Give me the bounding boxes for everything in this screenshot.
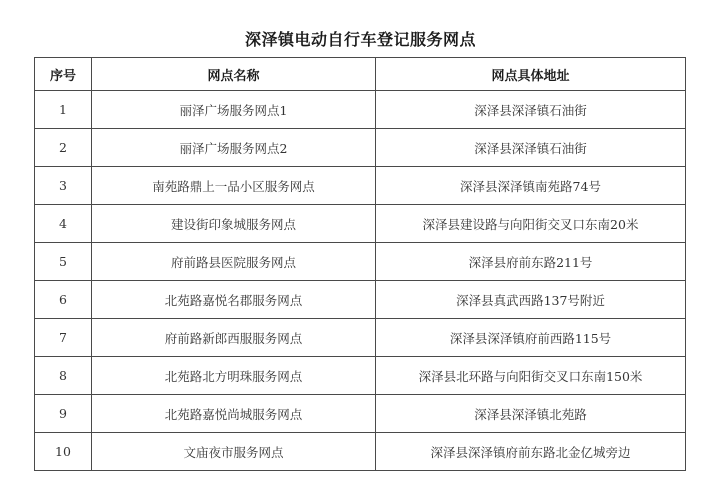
- cell-point-address: 深泽县深泽镇石油街: [376, 129, 686, 167]
- cell-point-name: 文庙夜市服务网点: [92, 433, 376, 471]
- table-row: [35, 167, 686, 205]
- cell-point-name: 府前路新郎西服服务网点: [92, 319, 376, 357]
- cell-point-address: 深泽县府前东路211号: [376, 243, 686, 281]
- cell-point-name: 建设街印象城服务网点: [92, 205, 376, 243]
- table-row: [35, 129, 686, 167]
- cell-point-name: 府前路县医院服务网点: [92, 243, 376, 281]
- table-row: [35, 357, 686, 395]
- cell-serial-number: 3: [35, 167, 92, 205]
- cell-serial-number: 8: [35, 357, 92, 395]
- page-title: 深泽镇电动自行车登记服务网点: [244, 30, 476, 49]
- cell-serial-number: 9: [35, 395, 92, 433]
- cell-point-name: 北苑路嘉悦名郡服务网点: [92, 281, 376, 319]
- cell-serial-number: 7: [35, 319, 92, 357]
- cell-point-address: 深泽县深泽镇府前东路北金亿城旁边: [376, 433, 686, 471]
- table-header-row: [35, 58, 686, 91]
- cell-serial-number: 5: [35, 243, 92, 281]
- cell-serial-number: 4: [35, 205, 92, 243]
- cell-serial-number: 1: [35, 91, 92, 129]
- table-row: [35, 281, 686, 319]
- cell-point-name: 北苑路北方明珠服务网点: [92, 357, 376, 395]
- table-row: [35, 395, 686, 433]
- cell-point-name: 丽泽广场服务网点2: [92, 129, 376, 167]
- cell-point-address: 深泽县深泽镇府前西路115号: [376, 319, 686, 357]
- cell-point-name: 北苑路嘉悦尚城服务网点: [92, 395, 376, 433]
- cell-point-name: 丽泽广场服务网点1: [92, 91, 376, 129]
- service-points-table: [34, 57, 686, 471]
- cell-serial-number: 6: [35, 281, 92, 319]
- table-row: [35, 433, 686, 471]
- cell-point-address: 深泽县北环路与向阳街交叉口东南150米: [376, 357, 686, 395]
- cell-point-address: 深泽县建设路与向阳街交叉口东南20米: [376, 205, 686, 243]
- header-serial-number: 序号: [35, 58, 92, 91]
- cell-point-name: 南苑路鼎上一品小区服务网点: [92, 167, 376, 205]
- table-row: [35, 91, 686, 129]
- table-row: [35, 205, 686, 243]
- table-row: [35, 243, 686, 281]
- cell-point-address: 深泽县真武西路137号附近: [376, 281, 686, 319]
- cell-serial-number: 2: [35, 129, 92, 167]
- header-point-address: 网点具体地址: [376, 58, 686, 91]
- cell-point-address: 深泽县深泽镇石油街: [376, 91, 686, 129]
- cell-point-address: 深泽县深泽镇北苑路: [376, 395, 686, 433]
- cell-point-address: 深泽县深泽镇南苑路74号: [376, 167, 686, 205]
- cell-serial-number: 10: [35, 433, 92, 471]
- header-point-name: 网点名称: [92, 58, 376, 91]
- table-row: [35, 319, 686, 357]
